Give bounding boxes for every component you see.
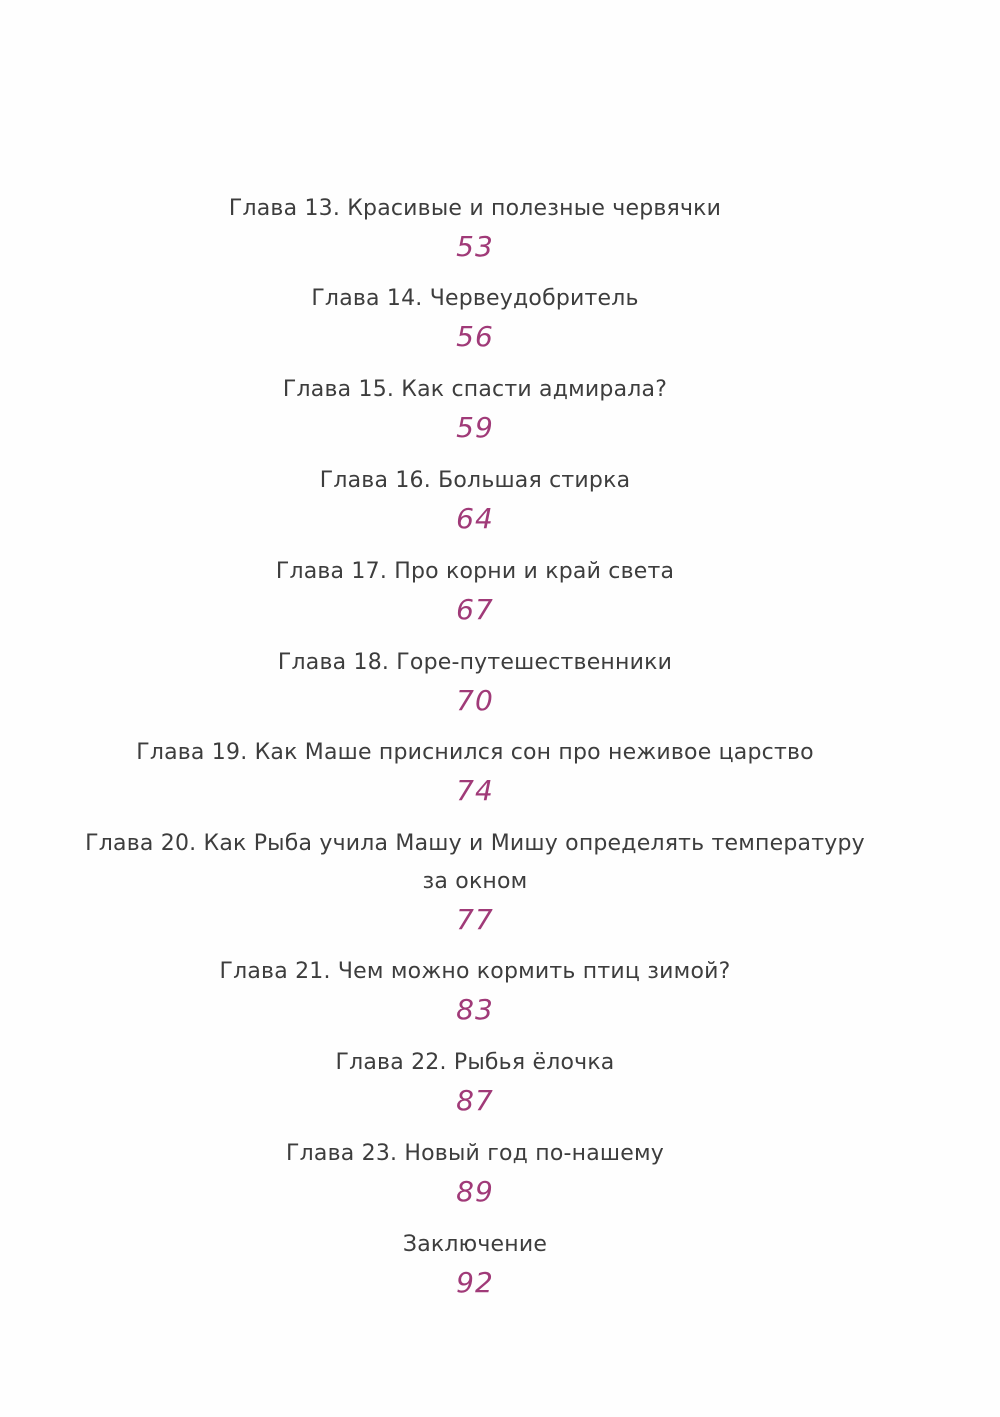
toc-entry-chapter-18 (0, 644, 950, 720)
chapter-title: Глава 14. Червеудобритель (311, 286, 639, 311)
page-number: 74 (456, 774, 494, 807)
toc-entry-chapter-17 (0, 553, 950, 629)
toc-entry-chapter-15 (0, 371, 950, 447)
page-number: 67 (456, 593, 494, 626)
chapter-title: Глава 23. Новый год по-нашему (286, 1141, 664, 1166)
page-number: 83 (456, 993, 494, 1026)
page-number: 59 (456, 411, 494, 444)
page-number: 77 (456, 903, 494, 936)
page-number: 56 (456, 320, 494, 353)
page-number: 92 (456, 1266, 494, 1299)
chapter-title: Глава 17. Про корни и край света (275, 559, 675, 584)
chapter-title: Глава 15. Как спасти адмирала? (282, 377, 668, 402)
toc-entry-chapter-19 (0, 734, 950, 810)
chapter-title: Глава 13. Красивые и полезные червячки (228, 196, 722, 221)
toc-entry-conclusion (0, 1226, 950, 1302)
chapter-title: Глава 21. Чем можно кормить птиц зимой? (219, 959, 731, 984)
chapter-title: Глава 19. Как Маше приснился сон про неживое царство (136, 740, 814, 765)
toc-entry-chapter-14 (0, 280, 950, 356)
chapter-title: Глава 22. Рыбья ёлочка (335, 1050, 615, 1075)
chapter-title: Глава 18. Горе-путешественники (277, 650, 673, 675)
chapter-title-line-2: за окном (422, 869, 528, 894)
chapter-title: Заключение (402, 1232, 548, 1257)
page-number: 53 (456, 230, 494, 263)
toc-entry-chapter-13 (0, 190, 950, 266)
toc-entry-chapter-16 (0, 462, 950, 538)
page-number: 64 (456, 502, 494, 535)
toc-entry-chapter-22 (0, 1044, 950, 1120)
page-number: 87 (456, 1084, 494, 1117)
toc-entry-chapter-23 (0, 1135, 950, 1211)
toc-entry-chapter-20 (0, 825, 950, 939)
page-number: 70 (456, 684, 494, 717)
page-number: 89 (456, 1175, 494, 1208)
chapter-title: Глава 16. Большая стирка (319, 468, 631, 493)
toc-entry-chapter-21 (0, 953, 950, 1029)
chapter-title-line-1: Глава 20. Как Рыба учила Машу и Мишу определять температуру (85, 831, 865, 856)
